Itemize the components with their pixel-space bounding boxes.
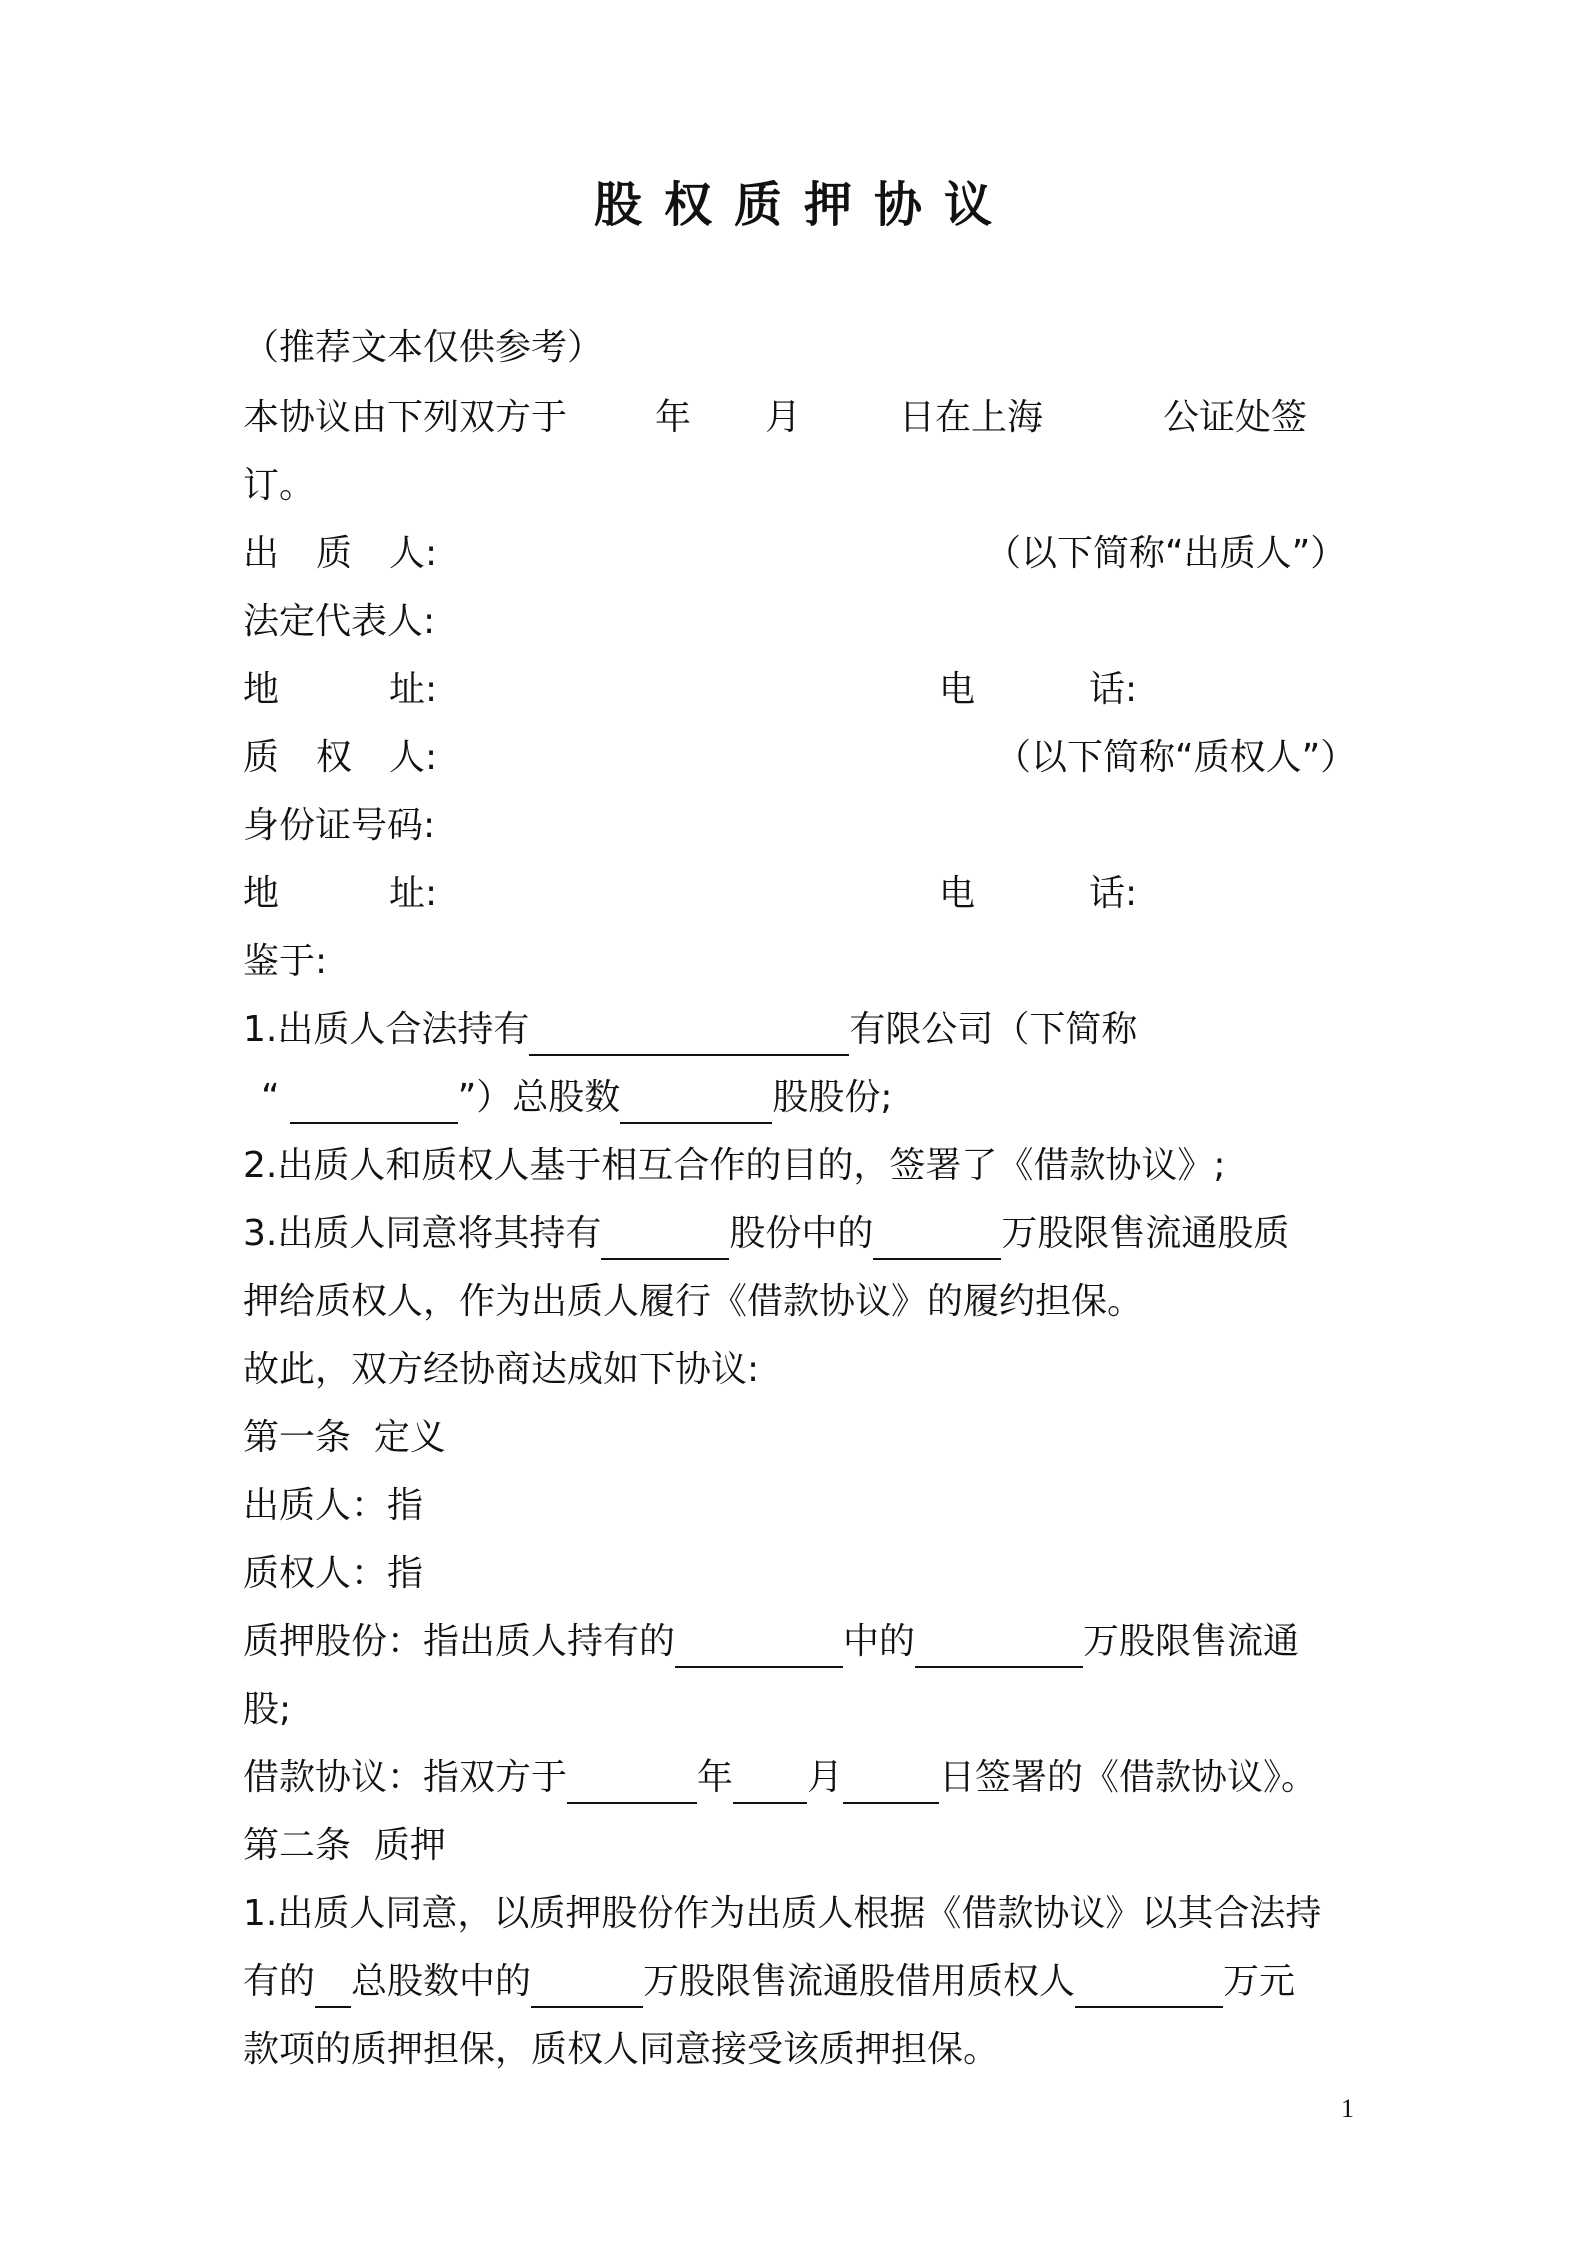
intro-text: 本协议由下列双方于	[243, 397, 568, 438]
whereas-item-3-cont	[243, 1276, 1373, 1328]
pledgor-address-label-1: 地	[243, 669, 280, 710]
fill-blank[interactable]	[1075, 1962, 1223, 2008]
pledgee-label-2: 权	[316, 737, 353, 778]
whereas-item-3-text: 3.出质人同意将其持有	[243, 1213, 602, 1254]
whereas-conclusion-text: 故此，双方经协商达成如下协议:	[243, 1349, 760, 1390]
whereas-conclusion	[243, 1344, 1373, 1396]
fill-blank[interactable]	[620, 1078, 772, 1124]
pledgor-definition-text: 出质人：指	[243, 1485, 424, 1526]
whereas-heading	[243, 936, 1373, 988]
fill-blank[interactable]	[290, 1078, 458, 1124]
reference-note	[243, 322, 1373, 374]
pledgee-definition	[243, 1548, 1373, 1600]
pledgee-id-line	[243, 800, 1373, 852]
pledgor-label-3: 人:	[389, 533, 438, 574]
article-2-para-1	[243, 1888, 1373, 1940]
pledgor-alias: （以下简称“出质人”）	[985, 533, 1347, 574]
whereas-item-1-company: 有限公司（下简称	[849, 1009, 1138, 1050]
fill-blank[interactable]	[843, 1758, 939, 1804]
pledged-shares-definition	[243, 1616, 1373, 1668]
fill-blank[interactable]	[529, 1010, 849, 1056]
article-2-held-text: 有的	[243, 1961, 316, 2002]
intro-month: 月	[765, 397, 802, 438]
whereas-heading-text: 鉴于:	[243, 941, 328, 982]
loan-day: 日签署的《借款协议》。	[939, 1757, 1318, 1798]
document-title: 股权质押协议	[593, 177, 1014, 233]
fill-blank[interactable]	[675, 1622, 843, 1668]
legal-rep-line	[243, 596, 1373, 648]
pledged-shares-text: 质押股份：指出质人持有的	[243, 1621, 676, 1662]
whereas-item-3-restricted: 万股限售流通股质	[1001, 1213, 1290, 1254]
fill-blank[interactable]	[567, 1758, 697, 1804]
pledgee-definition-text: 质权人：指	[243, 1553, 424, 1594]
whereas-item-3-shares: 股份中的	[729, 1213, 874, 1254]
page-number: 1	[1341, 2094, 1354, 2123]
whereas-item-1	[243, 1004, 1373, 1056]
loan-agreement-text: 借款协议：指双方于	[243, 1757, 568, 1798]
loan-year: 年	[697, 1757, 734, 1798]
fill-blank[interactable]	[315, 1962, 351, 2008]
pledgee-address-label-2: 址:	[389, 873, 438, 914]
open-quote: “	[261, 1077, 280, 1118]
pledgee-line	[243, 732, 1373, 784]
reference-note-text: （推荐文本仅供参考）	[243, 327, 604, 368]
article-2-heading	[243, 1820, 1373, 1872]
pledged-shares-of: 中的	[843, 1621, 916, 1662]
article-2-restricted-shares: 万股限售流通股借用质权人	[643, 1961, 1076, 2002]
article-1-heading-text: 第一条 定义	[243, 1417, 446, 1458]
fill-blank[interactable]	[531, 1962, 643, 2008]
article-2-total-shares: 总股数中的	[351, 1961, 532, 2002]
whereas-item-3-cont-text: 押给质权人，作为出质人履行《借款协议》的履约担保。	[243, 1281, 1144, 1322]
whereas-item-1-text: 1.出质人合法持有	[243, 1009, 530, 1050]
pledgor-definition	[243, 1480, 1373, 1532]
whereas-item-2-text: 2.出质人和质权人基于相互合作的目的，签署了《借款协议》;	[243, 1145, 1226, 1186]
fill-blank[interactable]	[733, 1758, 807, 1804]
pledged-shares-restricted: 万股限售流通	[1083, 1621, 1300, 1662]
pledgor-address-line	[243, 664, 1373, 716]
pledgor-address-label-2: 址:	[389, 669, 438, 710]
loan-month: 月	[807, 1757, 844, 1798]
pledged-shares-cont-text: 股;	[243, 1689, 292, 1730]
pledgee-alias: （以下简称“质权人”）	[995, 737, 1357, 778]
pledgor-label-1: 出	[243, 533, 280, 574]
article-1-heading	[243, 1412, 1373, 1464]
whereas-item-3	[243, 1208, 1373, 1260]
pledged-shares-cont	[243, 1684, 1373, 1736]
whereas-item-2	[243, 1140, 1373, 1192]
pledgor-phone-label-2: 话:	[1089, 669, 1138, 710]
pledgee-phone-label-2: 话:	[1089, 873, 1138, 914]
intro-continued-text: 订。	[243, 465, 316, 506]
whereas-item-1-cont	[243, 1072, 1373, 1124]
loan-agreement-definition	[243, 1752, 1373, 1804]
total-shares-label: ”）总股数	[457, 1077, 621, 1118]
fill-blank[interactable]	[915, 1622, 1083, 1668]
pledgee-label-3: 人:	[389, 737, 438, 778]
pledgor-phone-label-1: 电	[939, 669, 976, 710]
article-2-heading-text: 第二条 质押	[243, 1825, 446, 1866]
fill-blank[interactable]	[873, 1214, 1001, 1260]
legal-rep-label: 法定代表人:	[243, 601, 436, 642]
pledgee-id-label: 身份证号码:	[243, 805, 436, 846]
intro-notary: 公证处签	[1163, 397, 1308, 438]
article-2-para-1-text: 1.出质人同意，以质押股份作为出质人根据《借款协议》以其合法持	[243, 1893, 1322, 1934]
pledgee-address-line	[243, 868, 1373, 920]
article-2-para-1-end-text: 款项的质押担保，质权人同意接受该质押担保。	[243, 2029, 1000, 2070]
pledgee-phone-label-1: 电	[939, 873, 976, 914]
article-2-para-1-end	[243, 2024, 1373, 2076]
fill-blank[interactable]	[601, 1214, 729, 1260]
shares-unit: 股股份;	[772, 1077, 893, 1118]
article-2-amount-unit: 万元	[1223, 1961, 1296, 2002]
intro-location: 日在上海	[899, 397, 1044, 438]
intro-year: 年	[655, 397, 692, 438]
pledgee-address-label-1: 地	[243, 873, 280, 914]
article-2-para-1-cont	[243, 1956, 1373, 2008]
intro-continued	[243, 460, 1373, 512]
intro-line	[243, 392, 1373, 444]
pledgor-line	[243, 528, 1373, 580]
pledgor-label-2: 质	[316, 533, 353, 574]
pledgee-label-1: 质	[243, 737, 280, 778]
